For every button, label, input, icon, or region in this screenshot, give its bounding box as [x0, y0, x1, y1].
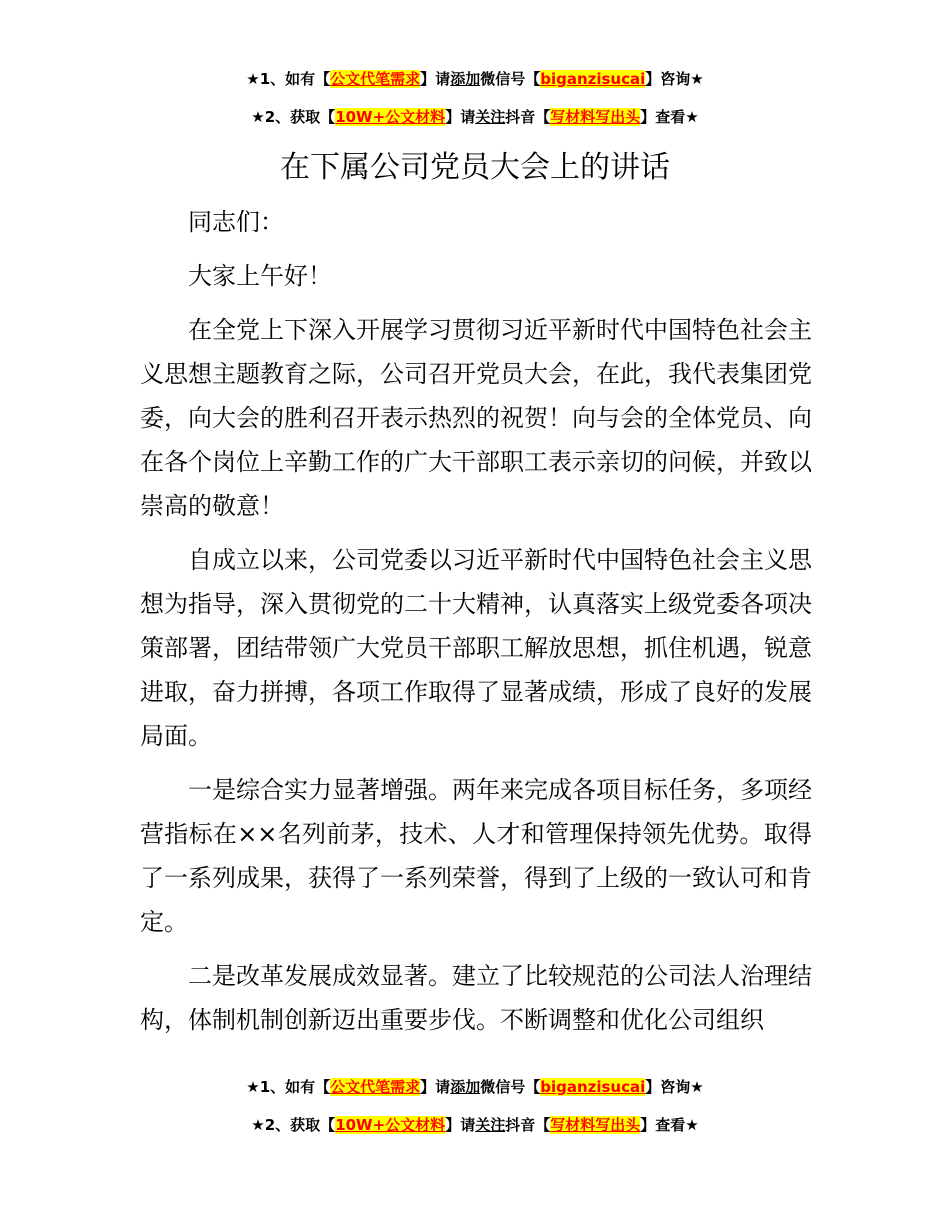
banner-text: ★2、获取【 — [251, 108, 336, 126]
banner-text: 】咨询★ — [645, 1078, 704, 1096]
banner-text: ★2、获取【 — [251, 1116, 336, 1134]
banner-text: 】请 — [445, 108, 476, 126]
body-paragraph: 自成立以来，公司党委以习近平新时代中国特色社会主义思想为指导，深入贯彻党的二十大精神，认真落实上级党委各项决策部署，团结带领广大党员干部职工解放思想，抓住机遇，锐意进取，奋力拼搏，各项工作取得了显著成绩，形成了良好的发展局面。 — [140, 546, 812, 750]
banner-text: 】请 — [420, 70, 451, 88]
banner-wechat-id: biganzisucai — [540, 70, 646, 88]
banner-text: 抖音【 — [505, 1116, 551, 1134]
document-title: 在下属公司党员大会上的讲话 — [280, 150, 670, 185]
salutation: 同志们： — [188, 208, 284, 236]
body-paragraph: 二是改革发展成效显著。建立了比较规范的公司法人治理结构，体制机制创新迈出重要步伐。不断调整和优化公司组织 — [140, 962, 812, 1034]
top-banner-line-2 — [0, 106, 950, 128]
banner-text: 微信号【 — [480, 1078, 541, 1096]
banner-underline: 添加 — [450, 1078, 481, 1096]
banner-highlight: 公文代笔需求 — [330, 1078, 421, 1096]
banner-text: ★1、如有【 — [246, 70, 331, 88]
banner-text: ★1、如有【 — [246, 1078, 331, 1096]
document-body — [140, 200, 812, 1052]
body-paragraph: 在全党上下深入开展学习贯彻习近平新时代中国特色社会主义思想主题教育之际，公司召开党员大会，在此，我代表集团党委，向大会的胜利召开表示热烈的祝贺！向与会的全体党员、向在各个岗位上辛勤工作的广大干部职工表示亲切的问候，并致以崇高的敬意！ — [140, 316, 812, 520]
top-banner-line-1 — [0, 68, 950, 90]
greeting: 大家上午好！ — [188, 262, 332, 290]
banner-text: 】请 — [420, 1078, 451, 1096]
banner-text: 】咨询★ — [645, 70, 704, 88]
banner-underline: 关注 — [475, 108, 506, 126]
banner-text: 微信号【 — [480, 70, 541, 88]
banner-underline: 添加 — [450, 70, 481, 88]
banner-highlight: 10W+公文材料 — [335, 108, 446, 126]
banner-text: 】查看★ — [640, 108, 699, 126]
banner-highlight: 10W+公文材料 — [335, 1116, 446, 1134]
banner-text: 】请 — [445, 1116, 476, 1134]
banner-douyin-account: 写材料写出头 — [550, 108, 641, 126]
banner-text: 】查看★ — [640, 1116, 699, 1134]
banner-text: 抖音【 — [505, 108, 551, 126]
banner-douyin-account: 写材料写出头 — [550, 1116, 641, 1134]
banner-wechat-id: biganzisucai — [540, 1078, 646, 1096]
banner-highlight: 公文代笔需求 — [330, 70, 421, 88]
body-paragraph: 一是综合实力显著增强。两年来完成各项目标任务，多项经营指标在××名列前茅，技术、人才和管理保持领先优势。取得了一系列成果，获得了一系列荣誉，得到了上级的一致认可和肯定。 — [140, 776, 812, 936]
bottom-banner-line-2 — [0, 1114, 950, 1136]
banner-underline: 关注 — [475, 1116, 506, 1134]
bottom-banner-line-1 — [0, 1076, 950, 1098]
